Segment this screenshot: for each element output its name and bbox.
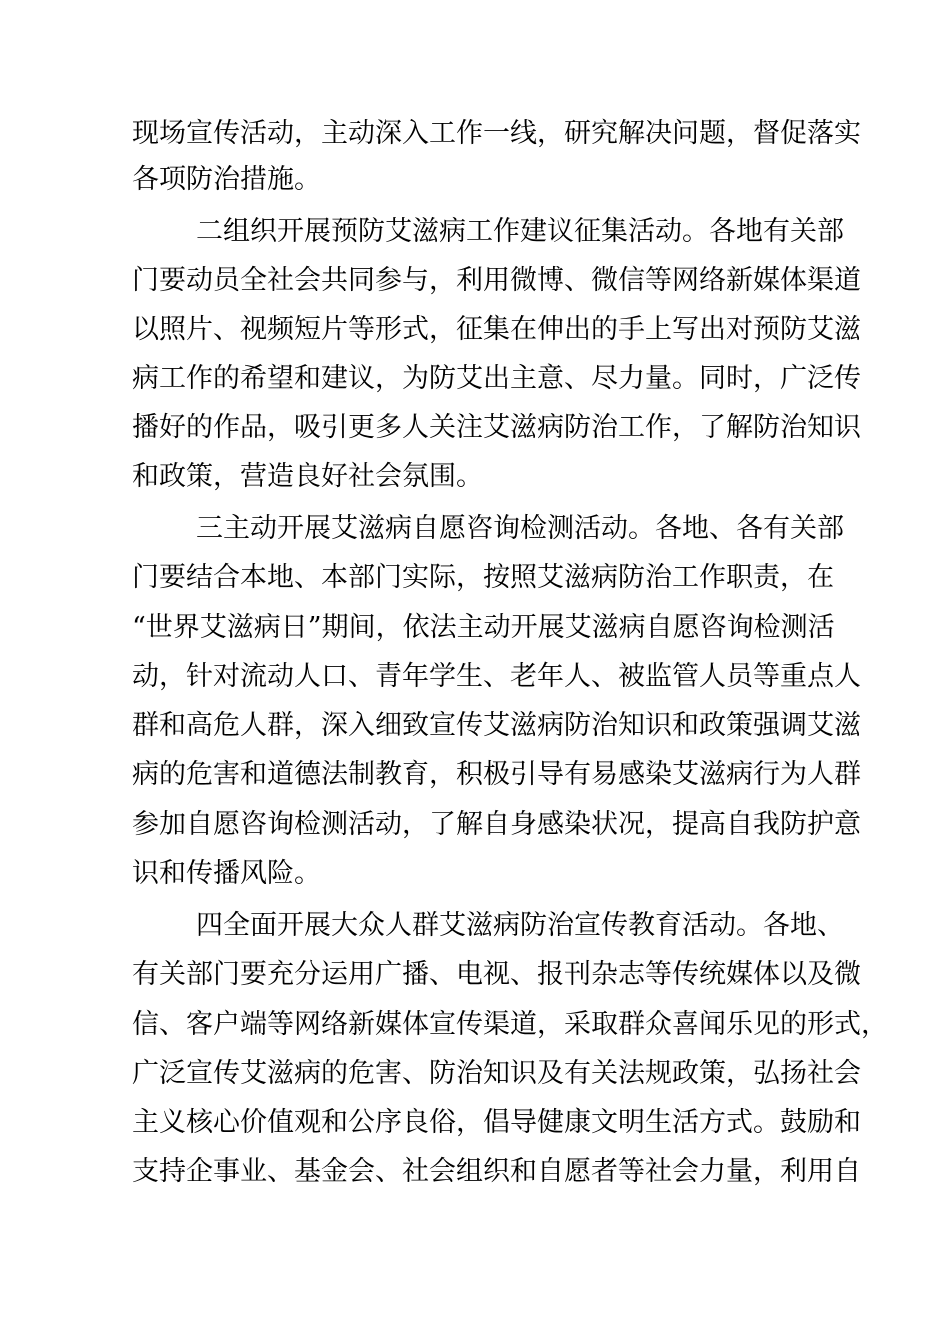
text-line: 门要动员全社会共同参与，利用微博、微信等网络新媒体渠道 (132, 265, 861, 296)
text-line: 广泛宣传艾滋病的危害、防治知识及有关法规政策，弘扬社会 (132, 1058, 861, 1089)
text-line: 病的危害和道德法制教育，积极引导有易感染艾滋病行为人群 (132, 759, 861, 790)
text-line: 信、客户端等网络新媒体宣传渠道，采取群众喜闻乐见的形式， (132, 1009, 888, 1040)
text-line: 支持企事业、基金会、社会组织和自愿者等社会力量，利用自 (132, 1156, 861, 1187)
text-line: 播好的作品，吸引更多人关注艾滋病防治工作，了解防治知识 (132, 412, 861, 443)
text-line: 群和高危人群，深入细致宣传艾滋病防治知识和政策强调艾滋 (132, 710, 861, 741)
text-line: 以照片、视频短片等形式，征集在伸出的手上写出对预防艾滋 (132, 314, 861, 345)
text-line: 主义核心价值观和公序良俗，倡导健康文明生活方式。鼓励和 (132, 1107, 861, 1138)
text-line: 二组织开展预防艾滋病工作建议征集活动。各地有关部 (196, 216, 844, 247)
text-line: 现场宣传活动，主动深入工作一线，研究解决问题，督促落实 (132, 118, 861, 149)
text-line: 各项防治措施。 (132, 164, 321, 195)
text-line: 病工作的希望和建议，为防艾出主意、尽力量。同时，广泛传 (132, 363, 861, 394)
text-line: 三主动开展艾滋病自愿咨询检测活动。各地、各有关部 (196, 513, 844, 544)
text-line: “世界艾滋病日”期间，依法主动开展艾滋病自愿咨询检测活 (132, 612, 835, 643)
text-line: 参加自愿咨询检测活动，了解自身感染状况，提高自我防护意 (132, 809, 861, 840)
text-line: 有关部门要充分运用广播、电视、报刊杂志等传统媒体以及微 (132, 959, 861, 990)
text-line: 和政策，营造良好社会氛围。 (132, 461, 483, 492)
text-line: 门要结合本地、本部门实际，按照艾滋病防治工作职责，在 (132, 562, 834, 593)
text-line: 识和传播风险。 (132, 858, 321, 889)
text-line: 四全面开展大众人群艾滋病防治宣传教育活动。各地、 (196, 910, 844, 941)
text-line: 动，针对流动人口、青年学生、老年人、被监管人员等重点人 (132, 661, 861, 692)
